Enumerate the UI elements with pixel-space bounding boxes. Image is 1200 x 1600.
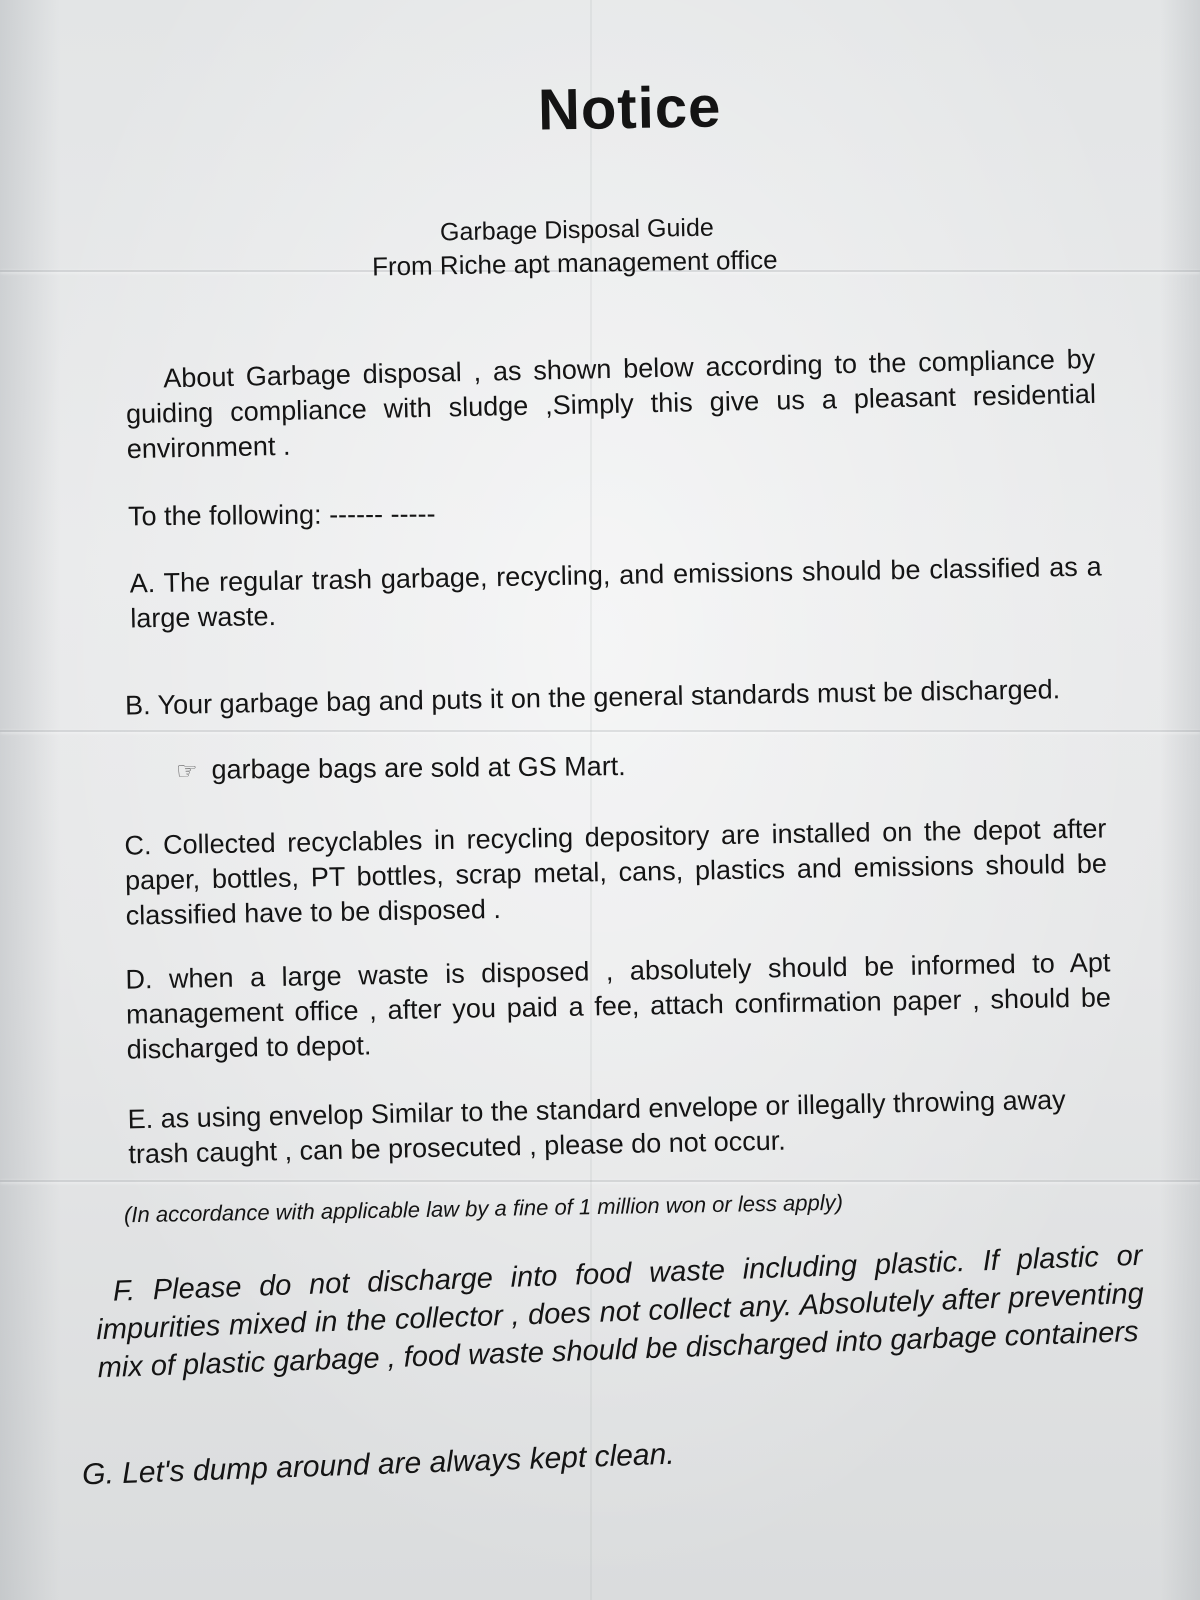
law-note: (In accordance with applicable law by a fine of 1 million won or less apply) (123, 1189, 844, 1228)
rule-item-d: D. when a large waste is disposed , absolutely should be informed to Apt management office , after you paid a fee, attach confirmation paper , should be discharged to depot. (125, 947, 1112, 1065)
paper-fold-line (0, 730, 1200, 732)
rule-item-c: C. Collected recyclables in recycling depository are installed on the depot after paper, bottles, PT bottles, scrap metal, cans, plastics and emissions should be classified have to be disposed . (124, 813, 1108, 931)
rule-item-f: F. Please do not discharge into food waste including plastic. If plastic or impurities mixed in the collector , does not collect any. Absolutely after preventing mix of plastic garbage , food waste should be discharged into garbage containers (95, 1239, 1145, 1385)
notice-title: Notice (537, 74, 722, 143)
rule-item-e: E. as using envelop Similar to the standard envelope or illegally throwing away trash caught , can be prosecuted , please do not occur. (127, 1084, 1066, 1170)
notice-sender: From Riche apt management office (371, 244, 778, 282)
rule-item-b-note-text: garbage bags are sold at GS Mart. (211, 751, 626, 785)
notice-subtitle: Garbage Disposal Guide (439, 213, 714, 247)
paper-fold-line (0, 1180, 1200, 1182)
following-label: To the following: ------ ----- (127, 498, 436, 532)
intro-paragraph: About Garbage disposal , as shown below according to the compliance by guiding compliance with sludge ,Simply this give us a pleasant residential environment . (125, 343, 1097, 465)
rule-item-b: B. Your garbage bag and puts it on the general standards must be discharged. (124, 674, 1061, 721)
paper-shadow-left (0, 0, 60, 1600)
rule-item-g: G. Let's dump around are always kept clean. (81, 1437, 676, 1492)
paper-shadow-right (1160, 0, 1200, 1600)
rule-item-a: A. The regular trash garbage, recycling, and emissions should be classified as a large waste. (129, 551, 1102, 634)
pointing-hand-icon: ☞ (175, 756, 198, 785)
rule-item-b-note (176, 753, 626, 784)
